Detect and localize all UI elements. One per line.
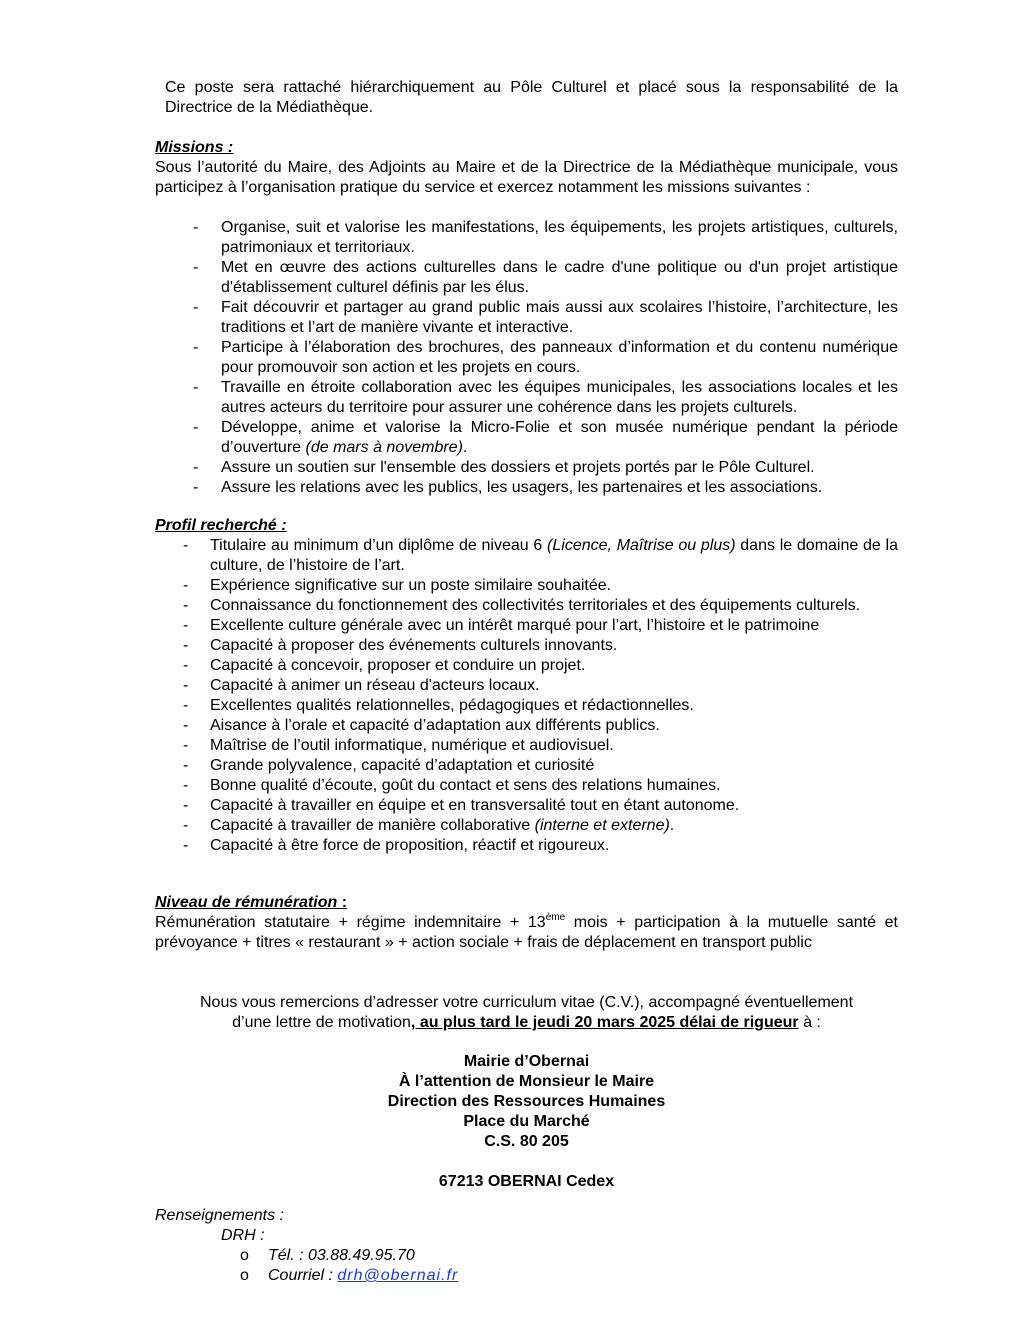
remuneration-heading: Niveau de rémunération : — [155, 894, 348, 911]
list-item: - Assure un soutien sur l'ensemble des dossiers et projets portés par le Pôle Culturel. — [193, 459, 815, 476]
circle-bullet-icon: o — [240, 1267, 249, 1284]
dash-bullet-icon: - — [193, 419, 199, 436]
list-item: - Bonne qualité d’écoute, goût du contact et sens des relations humaines. — [183, 777, 721, 794]
list-item: - Excellente culture générale avec un intérêt marqué pour l’art, l’histoire et le patrimoine — [183, 617, 820, 634]
list-item: - Excellentes qualités relationnelles, pédagogiques et rédactionnelles. — [183, 697, 694, 714]
missions-heading: Missions : — [155, 139, 234, 156]
deadline-text: , au plus tard le jeudi 20 mars 2025 délai de rigueur — [410, 1014, 799, 1031]
dash-bullet-icon: - — [183, 817, 189, 834]
list-item: - Participe à l’élaboration des brochures, des panneaux d’information et du contenu numérique pour promouvoir son action et les projets en cours. — [193, 339, 898, 376]
list-item: - Titulaire au minimum d’un diplôme de niveau 6 (Licence, Maîtrise ou plus) dans le domaine de la culture, de l’histoire de l’art. — [183, 537, 899, 574]
address-line: Direction des Ressources Humaines — [387, 1093, 666, 1110]
missions-section — [155, 138, 898, 498]
circle-bullet-icon: o — [240, 1247, 249, 1264]
dash-bullet-icon: - — [183, 697, 189, 714]
profile-list — [155, 536, 898, 856]
dash-bullet-icon: - — [183, 577, 189, 594]
list-item: - Capacité à proposer des événements culturels innovants. — [183, 637, 618, 654]
address-line: Place du Marché — [463, 1113, 590, 1130]
dash-bullet-icon: - — [183, 637, 189, 654]
list-item: - Capacité à animer un réseau d'acteurs locaux. — [183, 677, 540, 694]
intro-paragraph: Ce poste sera rattaché hiérarchiquement au Pôle Culturel et placé sous la responsabilité de la Directrice de la Médiathèque. — [165, 79, 898, 116]
dash-bullet-icon: - — [183, 677, 189, 694]
remuneration-section — [155, 893, 898, 953]
profile-section — [155, 516, 898, 856]
contact-phone: o Tél. : 03.88.49.95.70 — [240, 1247, 415, 1264]
list-item: - Capacité à concevoir, proposer et conduire un projet. — [183, 657, 586, 674]
contact-drh: DRH : — [221, 1227, 265, 1244]
dash-bullet-icon: - — [183, 617, 189, 634]
dash-bullet-icon: - — [193, 379, 199, 396]
remuneration-text: Rémunération statutaire + régime indemnitaire + 13ème mois + participation à la mutuelle santé et prévoyance + titres « restaurant » + action sociale + frais de déplacement en transport public — [155, 912, 898, 951]
dash-bullet-icon: - — [183, 537, 189, 554]
dash-bullet-icon: - — [183, 797, 189, 814]
list-item: - Fait découvrir et partager au grand public mais aussi aux scolaires l’histoire, l’architecture, les traditions et l’art de manière vivante et interactive. — [193, 299, 898, 336]
missions-intro: Sous l’autorité du Maire, des Adjoints au Maire et de la Directrice de la Médiathèque municipale, vous participez à l’organisation pratique du service et exercez notamment les missions suivantes : — [155, 159, 898, 196]
list-item: - Capacité à être force de proposition, réactif et rigoureux. — [183, 837, 610, 854]
contact-email: o Courriel : drh@obernai.fr — [240, 1267, 459, 1284]
address-line: Mairie d’Obernai — [463, 1053, 590, 1070]
list-item: - Capacité à travailler en équipe et en transversalité tout en étant autonome. — [183, 797, 740, 814]
dash-bullet-icon: - — [193, 339, 199, 356]
dash-bullet-icon: - — [183, 777, 189, 794]
application-line-1: Nous vous remercions d’adresser votre curriculum vitae (C.V.), accompagné éventuellement — [199, 994, 854, 1011]
list-item: - Organise, suit et valorise les manifestations, les équipements, les projets artistiques, culturels, patrimoniaux et territoriaux. — [193, 219, 898, 256]
profile-heading: Profil recherché : — [155, 517, 287, 534]
contact-list — [155, 1246, 655, 1286]
list-item: - Capacité à travailler de manière collaborative (interne et externe). — [183, 817, 675, 834]
dash-bullet-icon: - — [183, 717, 189, 734]
list-item: - Développe, anime et valorise la Micro-Folie et son musée numérique pendant la période d’ouverture (de mars à novembre). — [193, 419, 898, 456]
application-paragraph — [155, 993, 898, 1033]
address-line: À l’attention de Monsieur le Maire — [398, 1073, 655, 1090]
dash-bullet-icon: - — [193, 479, 199, 496]
dash-bullet-icon: - — [183, 757, 189, 774]
contact-section — [155, 1206, 655, 1286]
list-item: - Expérience significative sur un poste similaire souhaitée. — [183, 577, 612, 594]
email-link[interactable]: drh@obernai.fr — [337, 1267, 459, 1284]
dash-bullet-icon: - — [183, 737, 189, 754]
dash-bullet-icon: - — [183, 837, 189, 854]
list-item: - Aisance à l’orale et capacité d’adaptation aux différents publics. — [183, 717, 660, 734]
list-item: - Connaissance du fonctionnement des collectivités territoriales et des équipements culturels. — [183, 597, 861, 614]
list-item: - Travaille en étroite collaboration avec les équipes municipales, les associations locales et les autres acteurs du territoire pour assurer une cohérence dans les projets culturels. — [193, 379, 898, 416]
application-line-2: d’une lettre de motivation, au plus tard le jeudi 20 mars 2025 délai de rigueur à : — [232, 1014, 821, 1031]
dash-bullet-icon: - — [193, 459, 199, 476]
dash-bullet-icon: - — [193, 219, 199, 236]
address-city: 67213 OBERNAI Cedex — [438, 1173, 615, 1190]
missions-list — [155, 218, 898, 498]
list-item: - Met en œuvre des actions culturelles dans le cadre d'une politique ou d'un projet artistique d'établissement culturel définis par les élus. — [193, 259, 898, 296]
postal-address — [155, 1052, 898, 1192]
dash-bullet-icon: - — [183, 657, 189, 674]
dash-bullet-icon: - — [183, 597, 189, 614]
dash-bullet-icon: - — [193, 259, 199, 276]
address-line: C.S. 80 205 — [484, 1133, 569, 1150]
list-item: - Grande polyvalence, capacité d’adaptation et curiosité — [183, 757, 595, 774]
dash-bullet-icon: - — [193, 299, 199, 316]
contact-heading: Renseignements : — [155, 1207, 284, 1224]
list-item: - Assure les relations avec les publics, les usagers, les partenaires et les associations. — [193, 479, 823, 496]
list-item: - Maîtrise de l’outil informatique, numérique et audiovisuel. — [183, 737, 614, 754]
